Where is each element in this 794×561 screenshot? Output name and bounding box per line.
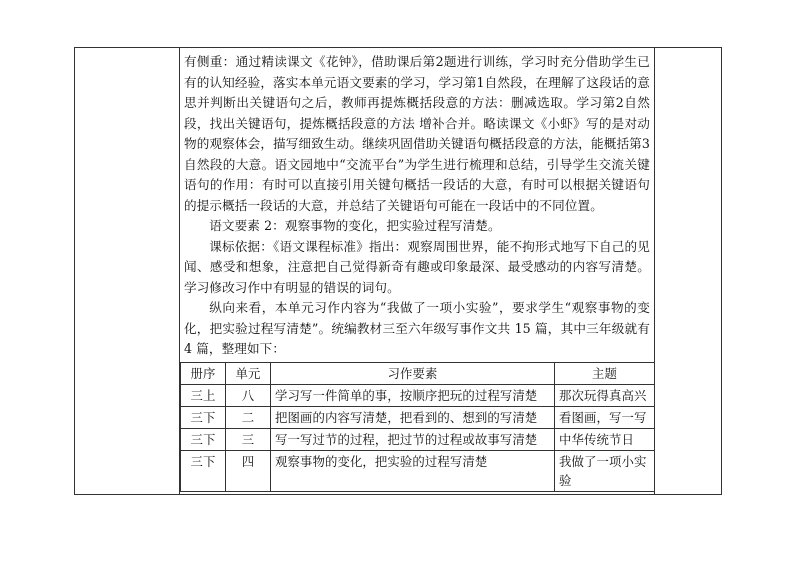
cell-writing-element: 把图画的内容写清楚，把看到的、想到的写清楚 (271, 406, 555, 428)
paragraph-vertical-analysis: 纵向来看，本单元习作内容为“我做了一项小实验”，要求学生“观察事物的变化，把实验过程写清楚”。统编教材三至六年级写事作文共 15 篇，其中三年级就有 4 篇，整理如下： (184, 300, 650, 356)
paragraph-language-element-2: 语文要素 2：观察事物的变化，把实验过程写清楚。 (209, 218, 501, 233)
header-theme: 主题 (555, 362, 655, 384)
paragraph-curriculum-basis: 课标依据：《语文课程标准》指出：观察周围世界，能不拘形式地写下自己的见闻、感受和想象，注意把自己觉得新奇有趣或印象最深、最受感动的内容写清楚。学习修改习作中有明显的错误的词句。 (184, 238, 650, 295)
cell-unit: 四 (226, 450, 271, 491)
table-row (181, 384, 655, 406)
lesson-plan-table (74, 47, 722, 495)
cell-theme: 中华传统节日 (555, 428, 655, 450)
header-unit: 单元 (226, 362, 271, 384)
table-header-row (181, 362, 655, 384)
cell-writing-element: 学习写一件简单的事，按顺序把玩的过程写清楚 (271, 384, 555, 406)
table-row (181, 428, 655, 450)
cell-theme: 我做了一项小实验 (555, 450, 655, 491)
header-writing-element: 习作要素 (271, 362, 555, 384)
cell-theme: 那次玩得真高兴 (555, 384, 655, 406)
header-volume: 册序 (181, 362, 226, 384)
cell-volume: 三下 (181, 428, 226, 450)
table-row (181, 406, 655, 428)
paragraph-focus: 有侧重：通过精读课文《花钟》，借助课后第2题进行训练，学习时充分借助学生已有的认知经验，落实本单元语文要素的学习，学习第1自然段，在理解了这段话的意思并判断出关键语句之后，教师再提炼概括段意的方法：删减选取。学习第2自然段，找出关键语句，提炼概括段意的方法 增补合并。略读课文《小虾》写的是对动物的观察体会，描写细致生动。继续巩固借助关键语句概括段意的方法，能概括第3自然段的大意。语文园地中“交流平台”为学生进行梳理和总结，引导学生交流关键语句的作用：有时可以直接引用关键句概括一段话的大意，有时可以根据关键语句的提示概括一段话的大意，并总结了关键语句可能在一段话中的不同位置。 (184, 54, 650, 213)
cell-theme: 看图画，写一写 (555, 406, 655, 428)
cell-volume: 三下 (181, 450, 226, 491)
cell-volume: 三下 (181, 406, 226, 428)
cell-unit: 三 (226, 428, 271, 450)
cell-writing-element: 写一写过节的过程，把过节的过程或故事写清楚 (271, 428, 555, 450)
cell-writing-element: 观察事物的变化，把实验的过程写清楚 (271, 450, 555, 491)
content-cell (180, 48, 654, 492)
cell-unit: 二 (226, 406, 271, 428)
table-row (181, 450, 655, 491)
cell-volume: 三上 (181, 384, 226, 406)
writing-elements-table (180, 362, 655, 492)
cell-unit: 八 (226, 384, 271, 406)
